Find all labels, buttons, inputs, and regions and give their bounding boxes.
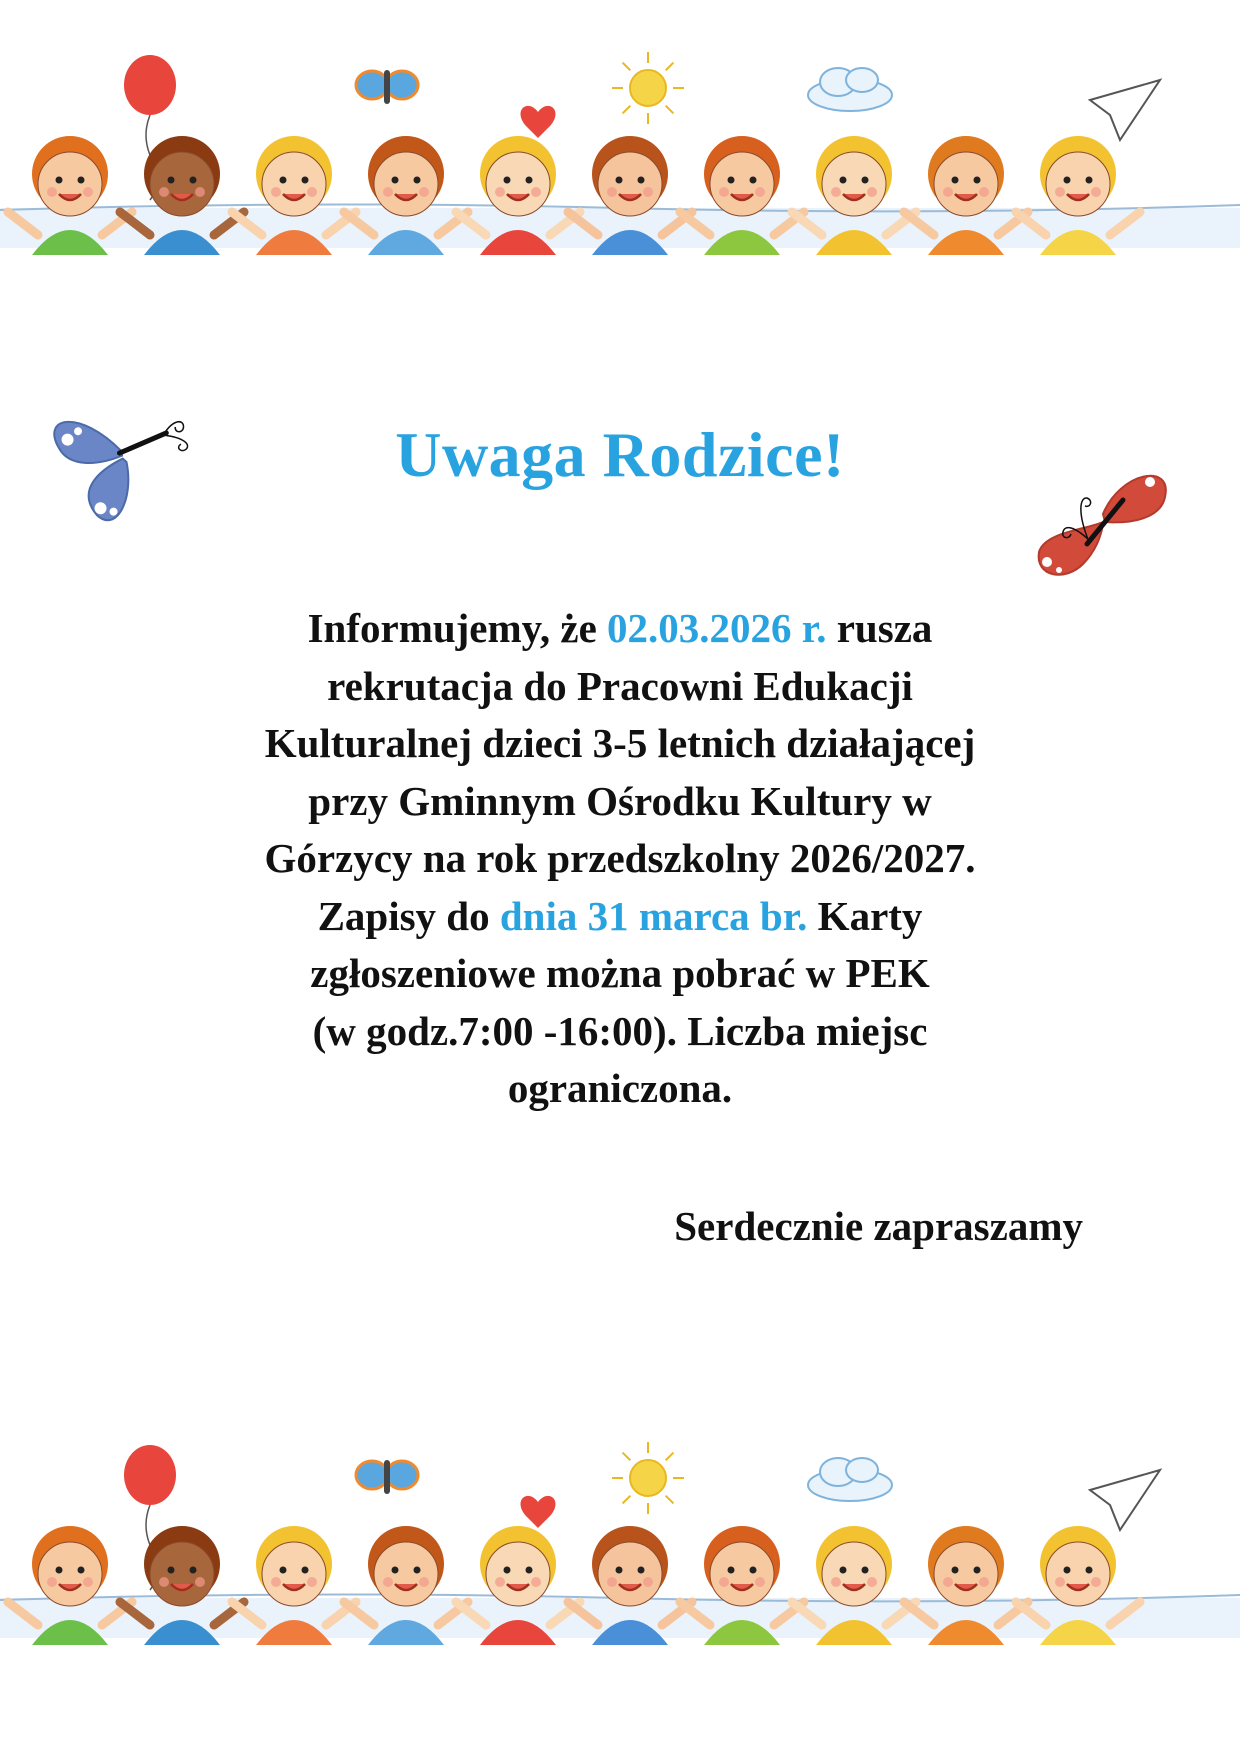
- body-text-segment: Informujemy, że: [307, 605, 608, 651]
- body-text-segment: Karty: [807, 892, 923, 939]
- body-line: [170, 600, 1070, 658]
- body-line: [170, 888, 1070, 946]
- body-text-segment: Zapisy do: [317, 892, 500, 939]
- sun-icon: [612, 52, 684, 124]
- body-line: Kulturalnej dzieci 3-5 letnich działającej: [264, 720, 976, 766]
- body-line: Górzycy na rok przedszkolny 2026/2027.: [264, 835, 976, 881]
- page-title: Uwaga Rodzice!: [395, 419, 845, 490]
- announcement-text: [170, 600, 1070, 1118]
- body-line: rekrutacja do Pracowni Edukacji: [327, 662, 913, 709]
- body-line: przy Gminnym Ośrodku Kultury w: [308, 777, 932, 824]
- small-butterfly-icon: [356, 1460, 418, 1494]
- heart-icon: [521, 106, 556, 138]
- paper-plane-icon: [1090, 80, 1160, 140]
- body-line: (w godz.7:00 -16:00). Liczba miejsc: [312, 1007, 928, 1054]
- heart-icon: [521, 1496, 556, 1528]
- cloud-icon: [808, 68, 892, 111]
- body-text-segment: rusza: [826, 605, 933, 651]
- sun-icon: [612, 1442, 684, 1514]
- registration-deadline: dnia 31 marca br.: [499, 892, 808, 939]
- cloud-icon: [808, 1458, 892, 1501]
- paper-plane-icon: [1090, 1470, 1160, 1530]
- body-line: zgłoszeniowe można pobrać w PEK: [310, 950, 930, 996]
- small-butterfly-icon: [356, 70, 418, 104]
- top-children-border: [0, 40, 1240, 270]
- closing-greeting: Serdecznie zapraszamy: [674, 1203, 1083, 1249]
- body-line: ograniczona.: [507, 1065, 733, 1111]
- start-date: 02.03.2026 r.: [607, 605, 827, 651]
- bottom-children-border: [0, 1430, 1240, 1660]
